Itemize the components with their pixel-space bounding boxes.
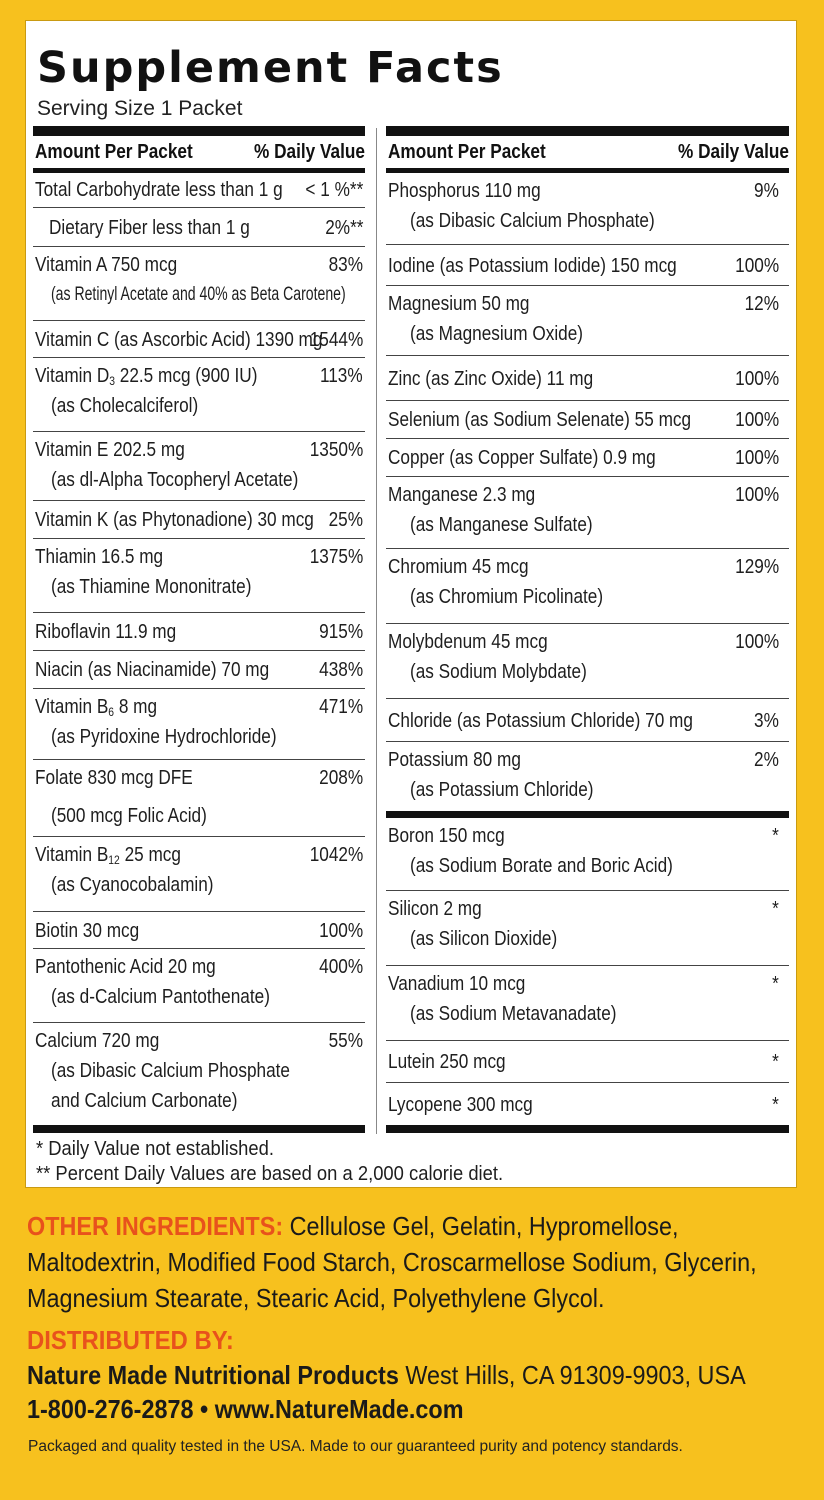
nutrient-source: (as Sodium Metavanadate) (410, 1003, 617, 1025)
nutrient-daily-value: 55% (328, 1030, 363, 1052)
nutrient-source: (as Chromium Picolinate) (410, 586, 604, 608)
nutrient-daily-value: 113% (320, 365, 363, 387)
nutrient-name: Pantothenic Acid 20 mg (35, 956, 216, 978)
right-nutrient-row (386, 1040, 789, 1082)
nutrient-name: Iodine (as Potassium Iodide) 150 mcg (388, 254, 677, 277)
label-title: Supplement Facts (37, 43, 504, 93)
right-nutrient-row (386, 890, 789, 965)
left-nutrient-row (33, 836, 365, 911)
right-nutrient-row (386, 548, 789, 623)
nutrient-daily-value: 2%** (324, 216, 363, 239)
nutrient-source: (as Silicon Dioxide) (410, 928, 558, 950)
left-nutrient-row (33, 759, 365, 836)
header-dv-left: % Daily Value (254, 141, 365, 163)
nutrient-name: Chloride (as Potassium Chloride) 70 mg (388, 709, 693, 732)
nutrient-daily-value: 83% (328, 254, 363, 276)
nutrient-name: Silicon 2 mg (388, 898, 482, 920)
bottom-rule-right (386, 1125, 789, 1133)
nutrient-source: (as dl-Alpha Tocopheryl Acetate) (51, 469, 299, 491)
nutrient-daily-value: 2% (754, 749, 779, 771)
nutrient-daily-value: * (772, 973, 779, 995)
nutrient-daily-value: * (772, 1051, 779, 1073)
bottom-rule-left (33, 1125, 365, 1133)
nutrient-source: (as Dibasic Calcium Phosphate (51, 1060, 290, 1082)
section-rule-right (386, 811, 789, 818)
right-nutrient-row (386, 285, 789, 355)
nutrient-name: Magnesium 50 mg (388, 293, 530, 315)
header-amount-left: Amount Per Packet (35, 141, 193, 163)
nutrient-name: Vitamin A 750 mcg (35, 254, 178, 276)
right-nutrient-row (386, 1082, 789, 1125)
header-dv-right: % Daily Value (678, 141, 789, 163)
nutrient-name-text: Vitamin B (35, 696, 109, 718)
nutrient-name: Calcium 720 mg (35, 1030, 160, 1052)
nutrient-source: (as Sodium Borate and Boric Acid) (410, 855, 673, 877)
column-divider (376, 128, 377, 1134)
header-amount-right: Amount Per Packet (388, 141, 546, 163)
left-nutrient-row (33, 612, 365, 650)
nutrient-name: Riboflavin 11.9 mg (35, 621, 177, 643)
nutrient-daily-value: 100% (735, 484, 779, 506)
nutrient-source: (as Cholecalciferol) (51, 395, 199, 417)
nutrient-daily-value: 9% (754, 180, 779, 202)
nutrient-daily-value: 915% (319, 621, 363, 643)
nutrient-daily-value: 400% (319, 956, 363, 978)
nutrient-source: (as Retinyl Acetate and 40% as Beta Carotene) (51, 284, 346, 305)
footnote-daily-value: * Daily Value not established. (36, 1138, 274, 1160)
nutrient-daily-value: 208% (319, 767, 363, 789)
nutrient-daily-value: * (772, 825, 779, 847)
nutrient-name: Thiamin 16.5 mg (35, 546, 164, 568)
nutrient-name: Biotin 30 mcg (35, 919, 140, 942)
nutrient-daily-value: 1042% (309, 844, 363, 866)
nutrient-daily-value: 100% (735, 631, 779, 653)
nutrient-name: Chromium 45 mcg (388, 556, 529, 578)
nutrient-name: Zinc (as Zinc Oxide) 11 mg (388, 367, 594, 390)
nutrient-source: (as Cyanocobalamin) (51, 874, 214, 896)
serving-size: Serving Size 1 Packet (37, 97, 243, 120)
left-nutrient-row (33, 688, 365, 759)
nutrient-name: Potassium 80 mg (388, 749, 521, 771)
nutrient-name: Copper (as Copper Sulfate) 0.9 mg (388, 447, 656, 469)
nutrient-name-text: Vitamin D (35, 365, 110, 387)
distributor-contact: 1-800-276-2878 • www.NatureMade.com (27, 1394, 464, 1424)
left-nutrient-row (33, 320, 365, 357)
distributor-label: DISTRIBUTED BY: (27, 1325, 234, 1355)
right-nutrient-row (386, 173, 789, 244)
right-nutrient-row (386, 965, 789, 1040)
nutrient-name: Dietary Fiber less than 1 g (49, 216, 250, 239)
nutrient-source: (as Thiamine Mononitrate) (51, 576, 252, 598)
right-nutrient-row (386, 244, 789, 285)
distributor-company: Nature Made Nutritional Products (27, 1360, 399, 1390)
nutrient-daily-value: 100% (735, 447, 779, 469)
right-nutrient-row (386, 623, 789, 698)
other-ingredients-text: Cellulose Gel, Gelatin, Hypromellose, Maltodextrin, Modified Food Starch, Croscarmellose Sodium, Glycerin, Magnesium Stearate, Stearic Acid, Polyethylene Glycol. (27, 1211, 757, 1313)
nutrient-daily-value: 3% (754, 709, 779, 732)
nutrient-name: Vanadium 10 mcg (388, 973, 526, 995)
nutrient-source-cont: and Calcium Carbonate) (51, 1090, 238, 1112)
nutrient-daily-value: 1350% (309, 439, 363, 461)
nutrient-name (35, 843, 181, 867)
left-nutrient-row (33, 246, 365, 320)
nutrient-daily-value: * (772, 898, 779, 920)
left-nutrient-row (33, 911, 365, 948)
nutrient-name: Manganese 2.3 mg (388, 484, 536, 506)
nutrient-amount: 25 mcg (119, 844, 181, 866)
right-nutrient-row (386, 438, 789, 476)
right-nutrient-row (386, 818, 789, 890)
right-nutrient-row (386, 698, 789, 741)
nutrient-name: Total Carbohydrate less than 1 g (35, 179, 283, 201)
nutrient-daily-value: 1544% (309, 328, 363, 351)
top-rule-left (33, 126, 365, 136)
top-rule-right (386, 126, 789, 136)
nutrient-amount: 8 mg (114, 696, 158, 718)
nutrient-amount: 22.5 mcg (900 IU) (114, 365, 258, 387)
nutrient-name: Folate 830 mcg DFE (35, 767, 193, 789)
nutrient-name: Boron 150 mcg (388, 825, 505, 847)
nutrient-daily-value: 1375% (309, 546, 363, 568)
nutrient-daily-value: 438% (319, 659, 363, 681)
left-nutrient-row (33, 650, 365, 688)
nutrient-name (35, 364, 257, 388)
distributor-location: West Hills, CA 91309-9903, USA (398, 1360, 746, 1390)
nutrient-source: (as Pyridoxine Hydrochloride) (51, 726, 277, 748)
nutrient-name: Phosphorus 110 mg (388, 180, 541, 202)
nutrient-source: (as Potassium Chloride) (410, 779, 594, 801)
nutrient-name: Lycopene 300 mcg (388, 1093, 533, 1116)
left-nutrient-row (33, 948, 365, 1022)
nutrient-source: (as Magnesium Oxide) (410, 323, 584, 345)
nutrient-source: (as d-Calcium Pantothenate) (51, 986, 270, 1008)
left-nutrient-row (33, 207, 365, 246)
left-nutrient-row (33, 538, 365, 612)
nutrient-daily-value: < 1 %** (305, 179, 363, 201)
left-nutrient-row (33, 431, 365, 500)
nutrient-source: (as Manganese Sulfate) (410, 514, 593, 536)
nutrient-source: (as Dibasic Calcium Phosphate) (410, 210, 655, 232)
nutrient-name: Molybdenum 45 mcg (388, 631, 548, 653)
nutrient-daily-value: 100% (735, 367, 779, 390)
footnote-percent: ** Percent Daily Values are based on a 2,000 calorie diet. (36, 1163, 504, 1185)
nutrient-daily-value: * (772, 1093, 779, 1116)
right-nutrient-row (386, 741, 789, 811)
nutrient-daily-value: 12% (744, 293, 779, 315)
packaged-note: Packaged and quality tested in the USA. Made to our guaranteed purity and potency standards. (28, 1438, 683, 1455)
nutrient-source: (500 mcg Folic Acid) (51, 805, 207, 827)
right-nutrient-row (386, 400, 789, 438)
nutrient-name: Vitamin E 202.5 mg (35, 439, 185, 461)
nutrient-daily-value: 100% (735, 409, 779, 431)
nutrient-daily-value: 129% (735, 556, 779, 578)
nutrient-daily-value: 100% (319, 919, 363, 942)
nutrient-name: Niacin (as Niacinamide) 70 mg (35, 659, 270, 681)
left-nutrient-row (33, 173, 365, 207)
other-ingredients (27, 1208, 801, 1316)
distributor-address (27, 1358, 746, 1392)
nutrient-subscript: 6 (108, 705, 115, 719)
nutrient-name: Vitamin C (as Ascorbic Acid) 1390 mg (35, 328, 323, 351)
other-ingredients-label: OTHER INGREDIENTS: (27, 1211, 284, 1241)
left-nutrient-row (33, 500, 365, 538)
right-nutrient-row (386, 355, 789, 400)
nutrient-name-text: Vitamin B (35, 844, 109, 866)
nutrient-source: (as Sodium Molybdate) (410, 661, 587, 683)
nutrient-daily-value: 25% (328, 509, 363, 531)
nutrient-name: Lutein 250 mcg (388, 1051, 506, 1073)
left-nutrient-row (33, 1022, 365, 1125)
left-nutrient-row (33, 357, 365, 431)
right-nutrient-row (386, 476, 789, 548)
nutrient-daily-value: 100% (735, 254, 779, 277)
nutrient-daily-value: 471% (319, 696, 363, 718)
nutrient-subscript: 3 (109, 374, 115, 388)
nutrient-name: Selenium (as Sodium Selenate) 55 mcg (388, 409, 692, 431)
nutrient-name: Vitamin K (as Phytonadione) 30 mcg (35, 509, 314, 531)
nutrient-name (35, 695, 157, 719)
nutrient-subscript: 12 (108, 853, 120, 867)
